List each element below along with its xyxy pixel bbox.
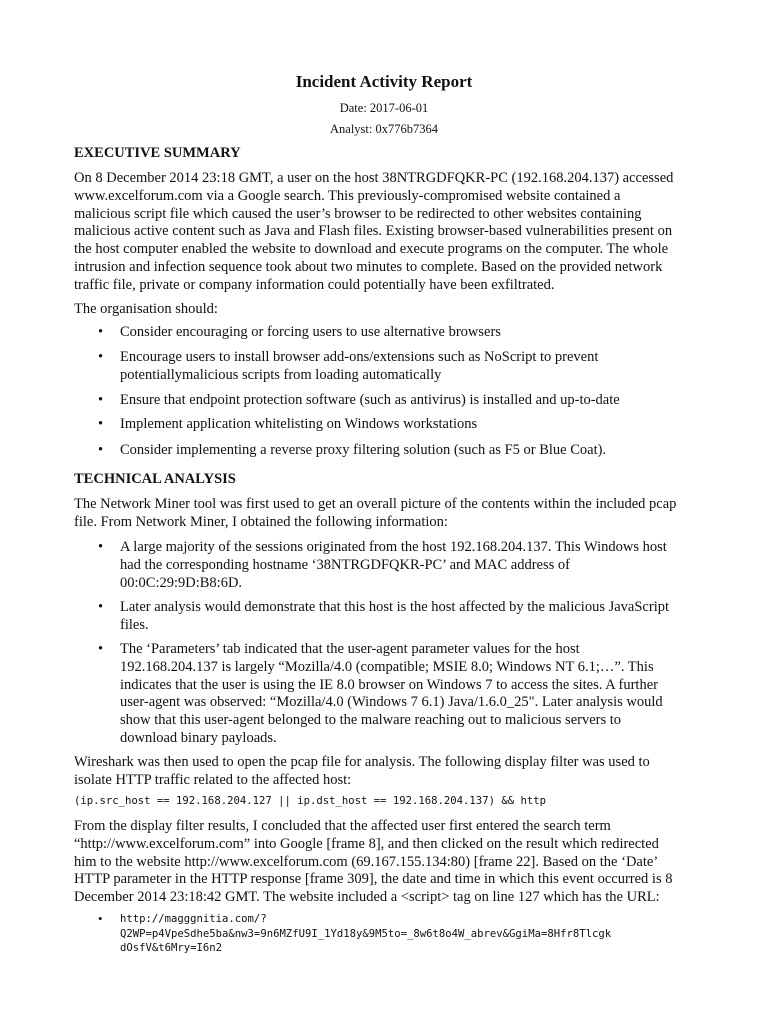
bullet-line: show that this user-agent belonged to the malware reaching out to malicious servers to bbox=[120, 712, 622, 729]
url-line: Q2WP=p4VpeSdhe5ba&nw3=9n6MZfU9I_1Yd18y&9M5to=_8w6t8o4W_abrev&GgiMa=8Hfr8Tlcgk bbox=[120, 927, 612, 940]
bullet-line: potentiallymalicious scripts from loading automatically bbox=[120, 366, 442, 383]
paragraph-line: “http://www.excelforum.com” into Google [frame 8], and then clicked on the result which redirected bbox=[74, 835, 659, 852]
bullet-line: Implement application whitelisting on Windows workstations bbox=[120, 416, 478, 432]
paragraph-line: isolate HTTP traffic related to the affected host: bbox=[74, 771, 352, 788]
org-bullet-item bbox=[74, 442, 698, 460]
bullet-line: files. bbox=[120, 616, 149, 633]
paragraph-line: On 8 December 2014 23:18 GMT, a user on the host 38NTRGDFQKR-PC (192.168.204.137) accessed bbox=[74, 170, 674, 186]
org-bullet-item bbox=[74, 324, 698, 342]
report-analyst: Analyst: 0x776b7364 bbox=[330, 122, 438, 136]
report-title: Incident Activity Report bbox=[295, 72, 473, 91]
paragraph-line: malicious script file which caused the user’s browser to be redirected to other websites containing bbox=[74, 205, 642, 222]
org-bullet-item bbox=[74, 392, 698, 410]
bullet-icon: • bbox=[98, 539, 104, 555]
executive-summary-heading: EXECUTIVE SUMMARY bbox=[74, 145, 241, 161]
tech-bullet-item bbox=[74, 539, 698, 592]
bullet-icon: • bbox=[98, 392, 104, 408]
display-filter-code: (ip.src_host == 192.168.204.127 || ip.dst_host == 192.168.204.137) && http bbox=[74, 795, 546, 807]
bullet-icon: • bbox=[98, 911, 103, 926]
bullet-line: Encourage users to install browser add-ons/extensions such as NoScript to prevent bbox=[120, 349, 599, 365]
paragraph-line: Wireshark was then used to open the pcap file for analysis. The following display filter was used to bbox=[74, 754, 650, 770]
bullet-line: indicates that the user is using the IE 8.0 browser on Windows 7 to access the sites. A further bbox=[120, 676, 658, 693]
bullet-line: user-agent was observed: “Mozilla/4.0 (Windows 7 6.1) Java/1.6.0_25". Later analysis would bbox=[120, 694, 663, 711]
bullet-line: had the corresponding hostname ‘38NTRGDFQKR-PC’ and MAC address of bbox=[120, 556, 570, 573]
paragraph-line: HTTP parameter in the HTTP response [frame 309], the date and time in which this event occurred is 8 bbox=[74, 871, 673, 888]
bullet-icon: • bbox=[98, 324, 104, 340]
paragraph-line: file. From Network Miner, I obtained the following information: bbox=[74, 513, 448, 530]
wireshark-paragraph bbox=[74, 754, 698, 790]
bullet-line: Consider encouraging or forcing users to use alternative browsers bbox=[120, 324, 501, 340]
paragraph-line: The Network Miner tool was first used to get an overall picture of the contents within the included pcap bbox=[74, 496, 677, 512]
paragraph-line: him to the website http://www.excelforum.com (69.167.155.134:80) [frame 22]. Based on the ‘Date’ bbox=[74, 853, 659, 870]
bullet-line: download binary payloads. bbox=[120, 729, 277, 746]
paragraph-line: intrusion and infection sequence took about two minutes to complete. Based on the provided network bbox=[74, 258, 663, 275]
bullet-line: Later analysis would demonstrate that this host is the host affected by the malicious JavaScript bbox=[120, 599, 669, 615]
url-bullet-item bbox=[74, 912, 698, 956]
bullet-line: A large majority of the sessions originated from the host 192.168.204.137. This Windows host bbox=[120, 539, 667, 555]
bullet-line: Ensure that endpoint protection software (such as antivirus) is installed and up-to-date bbox=[120, 392, 620, 408]
tech-bullet-item bbox=[74, 641, 698, 748]
bullet-line: 00:0C:29:9D:B8:6D. bbox=[120, 574, 243, 591]
paragraph-line: traffic file, private or company information could potentially have been exfiltrated. bbox=[74, 276, 555, 293]
paragraph-line: From the display filter results, I concluded that the affected user first entered the search term bbox=[74, 818, 611, 834]
organisation-intro: The organisation should: bbox=[74, 301, 218, 317]
bullet-line: 192.168.204.137 is largely “Mozilla/4.0 (compatible; MSIE 8.0; Windows NT 6.1;…”. This bbox=[120, 658, 654, 675]
org-bullet-item bbox=[74, 349, 698, 385]
executive-summary-paragraph bbox=[74, 170, 698, 295]
technical-intro-paragraph bbox=[74, 496, 698, 532]
report-date: Date: 2017-06-01 bbox=[339, 101, 429, 115]
bullet-icon: • bbox=[98, 599, 104, 615]
bullet-icon: • bbox=[98, 442, 104, 458]
url-line: http://magggnitia.com/? bbox=[120, 913, 267, 925]
paragraph-line: malicious active content such as Java and Flash files. Existing browser-based vulnerabilities present on bbox=[74, 223, 673, 240]
paragraph-line: www.excelforum.com via a Google search. This previously-compromised website contained a bbox=[74, 187, 621, 204]
bullet-icon: • bbox=[98, 641, 104, 657]
tech-bullet-item bbox=[74, 599, 698, 635]
bullet-line: Consider implementing a reverse proxy filtering solution (such as F5 or Blue Coat). bbox=[120, 442, 607, 458]
bullet-line: The ‘Parameters’ tab indicated that the user-agent parameter values for the host bbox=[120, 641, 580, 657]
paragraph-line: the host computer enabled the website to download and execute programs on the computer. The whole bbox=[74, 241, 669, 258]
org-bullet-item bbox=[74, 416, 698, 434]
url-line: dOsfV&t6Mry=I6n2 bbox=[120, 942, 223, 954]
bullet-icon: • bbox=[98, 349, 104, 365]
bullet-icon: • bbox=[98, 416, 104, 432]
paragraph-line: December 2014 23:18:42 GMT. The website included a <script> tag on line 127 which has the URL: bbox=[74, 889, 660, 906]
results-paragraph bbox=[74, 818, 698, 907]
technical-analysis-heading: TECHNICAL ANALYSIS bbox=[74, 471, 236, 487]
